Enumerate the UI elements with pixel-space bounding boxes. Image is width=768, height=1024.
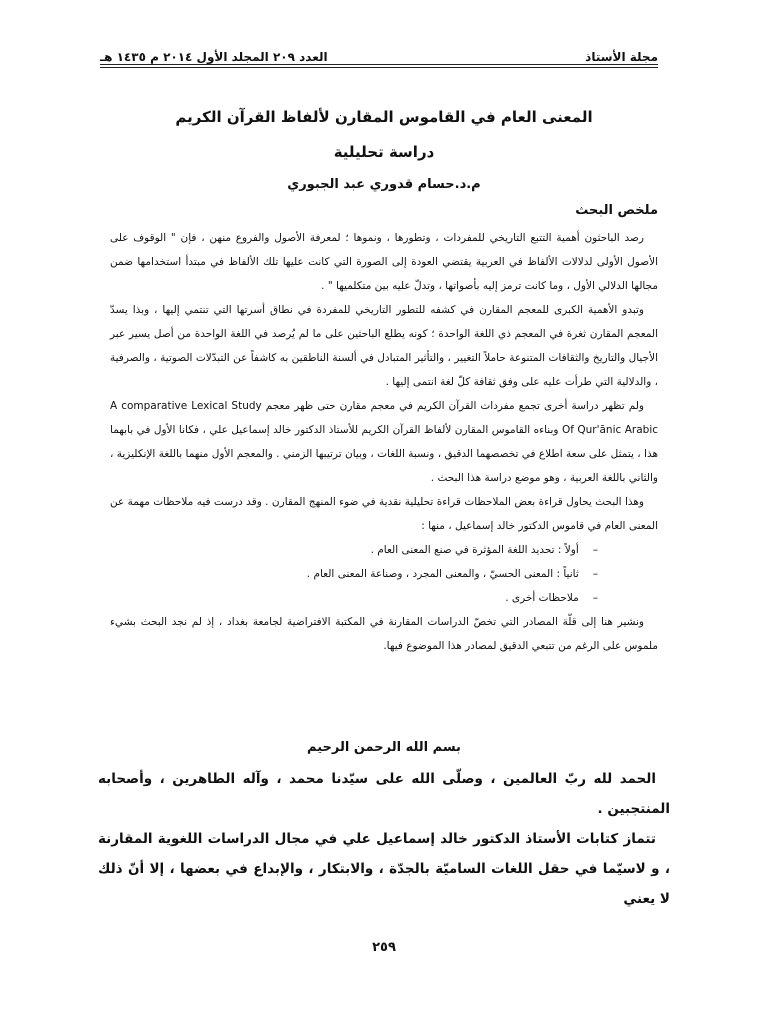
abstract-paragraph-1: رصد الباحثون أهمية التتبع التاريخي للمفردات ، وتطورها ، ونموها ؛ لمعرفة الأصول والفروع منهن ، فإن " الوقوف على الأصول الأولى لدلالات الألفاظ في العربية يقتضي العودة إلى الصورة التي كانت عليها تلك الألفاظ في مبتدأ استخدامها ضمن مجالها الدلالي الأول ، وما كانت ترمز إليه بأصواتها ، وتدلّ عليه بين متكلميها " .	[110, 232, 658, 292]
intro-paragraph-2: تتماز كتابات الأستاذ الدكتور خالد إسماعيل علي في مجال الدراسات اللغوية المقارنة ، و لاسيّما في حقل اللغات الساميّة بالجدّة ، والابتكار ، والإبداع في بعضها ، إلا أنّ ذلك لا يعني	[98, 831, 670, 907]
abstract-paragraph-3: ولم تظهر دراسة أخرى تجمع مفردات القرآن الكريم في معجم مقارن حتى ظهر معجم A comparative Lexical Study Of Qur'ānic Arabic وبناءه القاموس المقارن لألفاظ القرآن الكريم للأستاذ الدكتور خالد إسماعيل علي ، فكانا الأول في بابهما هذا ، يتمثل على سعة اطلاع في تخصصهما الدقيق ، ونسبة اللغات ، وبيان ترتيبها الزمني . والمعجم الأول منهما باللغة الإنكليزية ، والثاني باللغة العربية ، وهو موضع دراسة هذا البحث .	[110, 400, 659, 484]
list-item: –ملاحظات أخرى .	[505, 592, 598, 604]
basmala: بسم الله الرحمن الرحيم	[307, 740, 461, 755]
list-item: –ثانياً : المعنى الحسيّ ، والمعنى المجرد ، وصناعة المعنى العام .	[306, 568, 598, 580]
author-name: م.د.حسام قدوري عبد الجبوري	[287, 177, 481, 192]
list-marker: –	[592, 568, 598, 580]
findings-list	[110, 538, 658, 610]
abstract-paragraph-5: ونشير هنا إلى قلّة المصادر التي تخصّ الدراسات المقارنة في المكتبة الافتراضية لجامعة بغداد ، إذ لم نجد البحث بشيء ملموس على الرغم من تتبعي الدقيق لمصادر هذا الموضوع فيها.	[110, 616, 658, 652]
list-marker: –	[592, 544, 598, 556]
issue-info: العدد ٢٠٩ المجلد الأول ٢٠١٤ م ١٤٣٥ هـ	[100, 50, 328, 64]
page-number: ٢٥٩	[372, 940, 396, 955]
header-rule	[100, 64, 658, 68]
abstract-paragraph-2: وتبدو الأهمية الكبرى للمعجم المقارن في كشفه للتطور التاريخي للمفردة في نطاق أسرتها التي تنتمي إليها ، وبذا يسدّ المعجم المقارن ثغرة في المعجم ذي اللغة الواحدة ؛ كونه يطلع الباحثين على ما لم يُرصد في اللغة الواحدة من أصل يسير عبر الأجيال والتاريخ والثقافات المتنوعة حاملاً التغيير ، والتأثير المتبادل في ألسنة الناطقين به كاشفاً عن التبدّلات الصوتية ، والصرفية ، والدلالية التي طرأت عليه على وفق ثقافة كلّ لغة انتمى إليها .	[110, 304, 658, 388]
list-marker: –	[592, 592, 598, 604]
running-header	[100, 40, 658, 64]
journal-name: مجلة الأستاذ	[585, 50, 658, 64]
abstract-body	[110, 226, 658, 658]
paper-title: المعنى العام في القاموس المقارن لألفاظ القرآن الكريم	[175, 108, 593, 126]
intro-body	[98, 764, 670, 914]
list-item: –أولاً : تحديد اللغة المؤثرة في صنع المعنى العام .	[370, 544, 598, 556]
abstract-paragraph-4: وهذا البحث يحاول قراءة بعض الملاحظات قراءة تحليلية نقدية في ضوء المنهج المقارن . وقد درست فيه ملاحظات مهمة عن المعنى العام في قاموس الدكتور خالد إسماعيل ، منها :	[110, 496, 658, 532]
paper-subtitle: دراسة تحليلية	[333, 143, 435, 161]
abstract-heading: ملخص البحث	[575, 203, 658, 218]
intro-paragraph-1: الحمد لله ربّ العالمين ، وصلّى الله على سيّدنا محمد ، وآله الطاهرين ، وأصحابه المنتجبين .	[98, 771, 670, 817]
